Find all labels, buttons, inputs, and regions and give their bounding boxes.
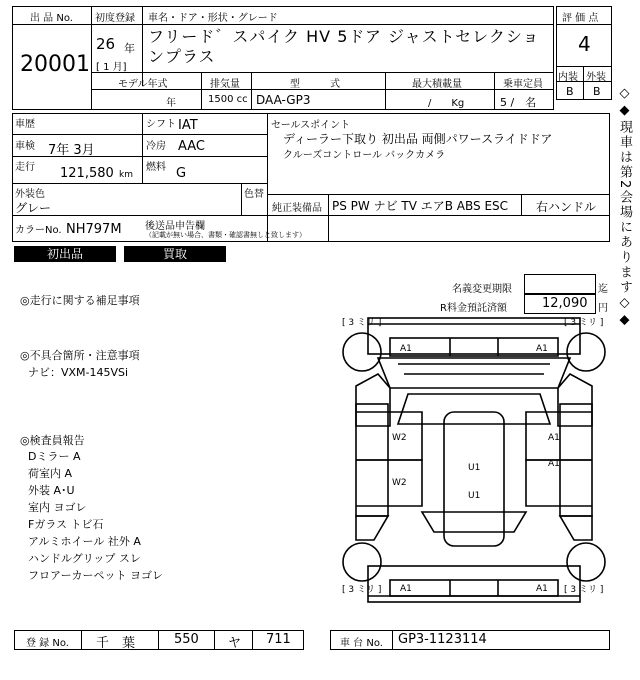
lot-number: 20001 xyxy=(20,52,90,77)
name-change-unit: 迄 xyxy=(598,284,608,295)
wheel-rear-right xyxy=(567,543,605,581)
mark-left-front-door: W2 xyxy=(392,433,407,443)
exterior-label: 外装 xyxy=(586,72,606,83)
tire-depth-front-right: [ 3 ミリ ] xyxy=(564,318,604,328)
inspector-item: Fガラス トビ石 xyxy=(28,518,104,531)
mark-rear-left: A1 xyxy=(400,584,412,594)
displacement-label: 排気量 xyxy=(210,79,240,90)
equip-label: 純正装備品 xyxy=(272,203,322,214)
first-reg-label: 初度登録 xyxy=(95,13,135,24)
registration-label: 登 録 No. xyxy=(26,638,69,649)
driving-title: ◎走行に関する補足事項 xyxy=(20,294,140,307)
history-label: 車歴 xyxy=(15,119,35,130)
mark-right-rear-door: A1 xyxy=(548,459,560,469)
color-no-label: カラーNo. xyxy=(15,225,62,236)
mileage-label: 走行 xyxy=(15,162,35,173)
name-change-box xyxy=(524,274,596,294)
recycle-unit: 円 xyxy=(598,303,608,314)
mark-front-left: A1 xyxy=(400,344,412,354)
mark-front-right: A1 xyxy=(536,344,548,354)
fuel-value: G xyxy=(176,166,187,181)
wheel-rear-left xyxy=(343,543,381,581)
displacement-value: 1500 cc xyxy=(208,94,248,105)
first-reg-year: 26 xyxy=(96,35,116,53)
car-name: フリード゛スパイク HV 5ドア ジャストセレクションプラス xyxy=(148,27,540,66)
inspector-item: Dミラー A xyxy=(28,450,81,463)
registration-number: 711 xyxy=(266,632,291,647)
aftermarket-label: 後送品申告欄 xyxy=(145,221,205,232)
roof xyxy=(444,412,504,546)
inspection-label: 車検 xyxy=(15,141,35,152)
mark-roof-front: U1 xyxy=(468,463,481,473)
defects-title: ◎不具合箇所・注意事項 xyxy=(20,349,140,362)
inspection-value: 7年 3月 xyxy=(48,143,95,158)
first-reg-month: [ 1 月] xyxy=(96,62,127,73)
shift-value: IAT xyxy=(178,118,198,133)
exterior-grade: B xyxy=(593,85,601,98)
mark-rear-right: A1 xyxy=(536,584,548,594)
tire-depth-rear-left: [ 3 ミリ ] xyxy=(342,585,382,595)
aftermarket-note: （記載が無い場合、書類・確認書無しと致します） xyxy=(145,231,306,239)
chassis-label: 車 台 No. xyxy=(340,638,383,649)
first-reg-year-unit: 年 xyxy=(124,42,135,55)
capacity-value: 5 / 名 xyxy=(500,96,537,109)
interior-label: 内装 xyxy=(558,72,578,83)
mileage-value: 121,580 xyxy=(60,166,114,181)
lot-label: 出 品 No. xyxy=(30,13,73,24)
chassis-value: GP3-1123114 xyxy=(398,632,487,647)
equip-value: PS PW ナビ TV エアB ABS ESC xyxy=(332,199,509,213)
registration-kana: ヤ xyxy=(228,636,242,651)
registration-region: 千 葉 xyxy=(96,636,136,651)
rating-value: 4 xyxy=(578,32,591,56)
rear-bumper xyxy=(390,580,558,596)
car-name-label: 車名・ドア・形状・グレード xyxy=(148,13,278,24)
mark-roof-rear: U1 xyxy=(468,491,481,501)
ac-value: AAC xyxy=(178,139,205,154)
type-label: 型 式 xyxy=(290,79,340,90)
model-year-label: モデル年式 xyxy=(118,79,168,90)
shift-label: シフト xyxy=(146,119,176,130)
inspector-title: ◎検査員報告 xyxy=(20,434,85,447)
rating-label: 評 価 点 xyxy=(562,13,599,24)
wheel-front-left xyxy=(343,333,381,371)
handle-value: 右ハンドル xyxy=(536,200,597,214)
name-change-label: 名義変更期限 xyxy=(452,284,512,295)
mark-left-rear-door: W2 xyxy=(392,478,407,488)
mileage-unit: km xyxy=(119,170,133,180)
model-year-unit: 年 xyxy=(166,98,176,109)
inspector-list xyxy=(28,448,163,584)
sales-label: セールスポイント xyxy=(271,120,351,131)
side-notice: ◇◆現車は第2会場にあります◇◆ xyxy=(617,86,632,330)
inspector-item: フロアーカーペット ヨゴレ xyxy=(28,569,163,582)
tire-depth-front-left: [ 3 ミリ ] xyxy=(342,318,382,328)
wheel-front-right xyxy=(567,333,605,371)
color-no-value: NH797M xyxy=(66,222,122,237)
type-value: DAA-GP3 xyxy=(256,93,311,107)
car-damage-diagram xyxy=(338,316,610,604)
capacity-label: 乗車定員 xyxy=(503,79,543,90)
purchase-tag: 買取 xyxy=(124,246,226,262)
recycle-value: 12,090 xyxy=(542,296,588,311)
sales-line-1: ディーラー下取り 初出品 両側パワースライドドア xyxy=(283,132,553,146)
ext-color-label: 外装色 xyxy=(15,189,45,200)
sales-line-2: クルーズコントロール バックカメラ xyxy=(283,150,446,161)
inspector-item: 外装 A･U xyxy=(28,484,75,497)
max-load-value: / Kg xyxy=(428,98,465,109)
inspector-item: ハンドルグリップ スレ xyxy=(28,552,141,565)
inspector-item: アルミホイール 社外 A xyxy=(28,535,141,548)
fuel-label: 燃料 xyxy=(146,162,166,173)
inspector-item: 荷室内 A xyxy=(28,467,73,480)
inspector-item: 室内 ヨゴレ xyxy=(28,501,87,514)
first-listing-tag: 初出品 xyxy=(14,246,116,262)
interior-grade: B xyxy=(566,85,574,98)
mark-right-front-door: A1 xyxy=(548,433,560,443)
defects-item: ナビ：VXM-145VSi xyxy=(28,366,129,379)
max-load-label: 最大積載量 xyxy=(412,79,462,90)
color-change-label: 色替 xyxy=(244,189,264,200)
ac-label: 冷房 xyxy=(146,141,166,152)
recycle-label: R料金預託済額 xyxy=(440,303,507,314)
ext-color-value: グレー xyxy=(15,201,52,215)
registration-class: 550 xyxy=(174,632,199,647)
tire-depth-rear-right: [ 3 ミリ ] xyxy=(564,585,604,595)
